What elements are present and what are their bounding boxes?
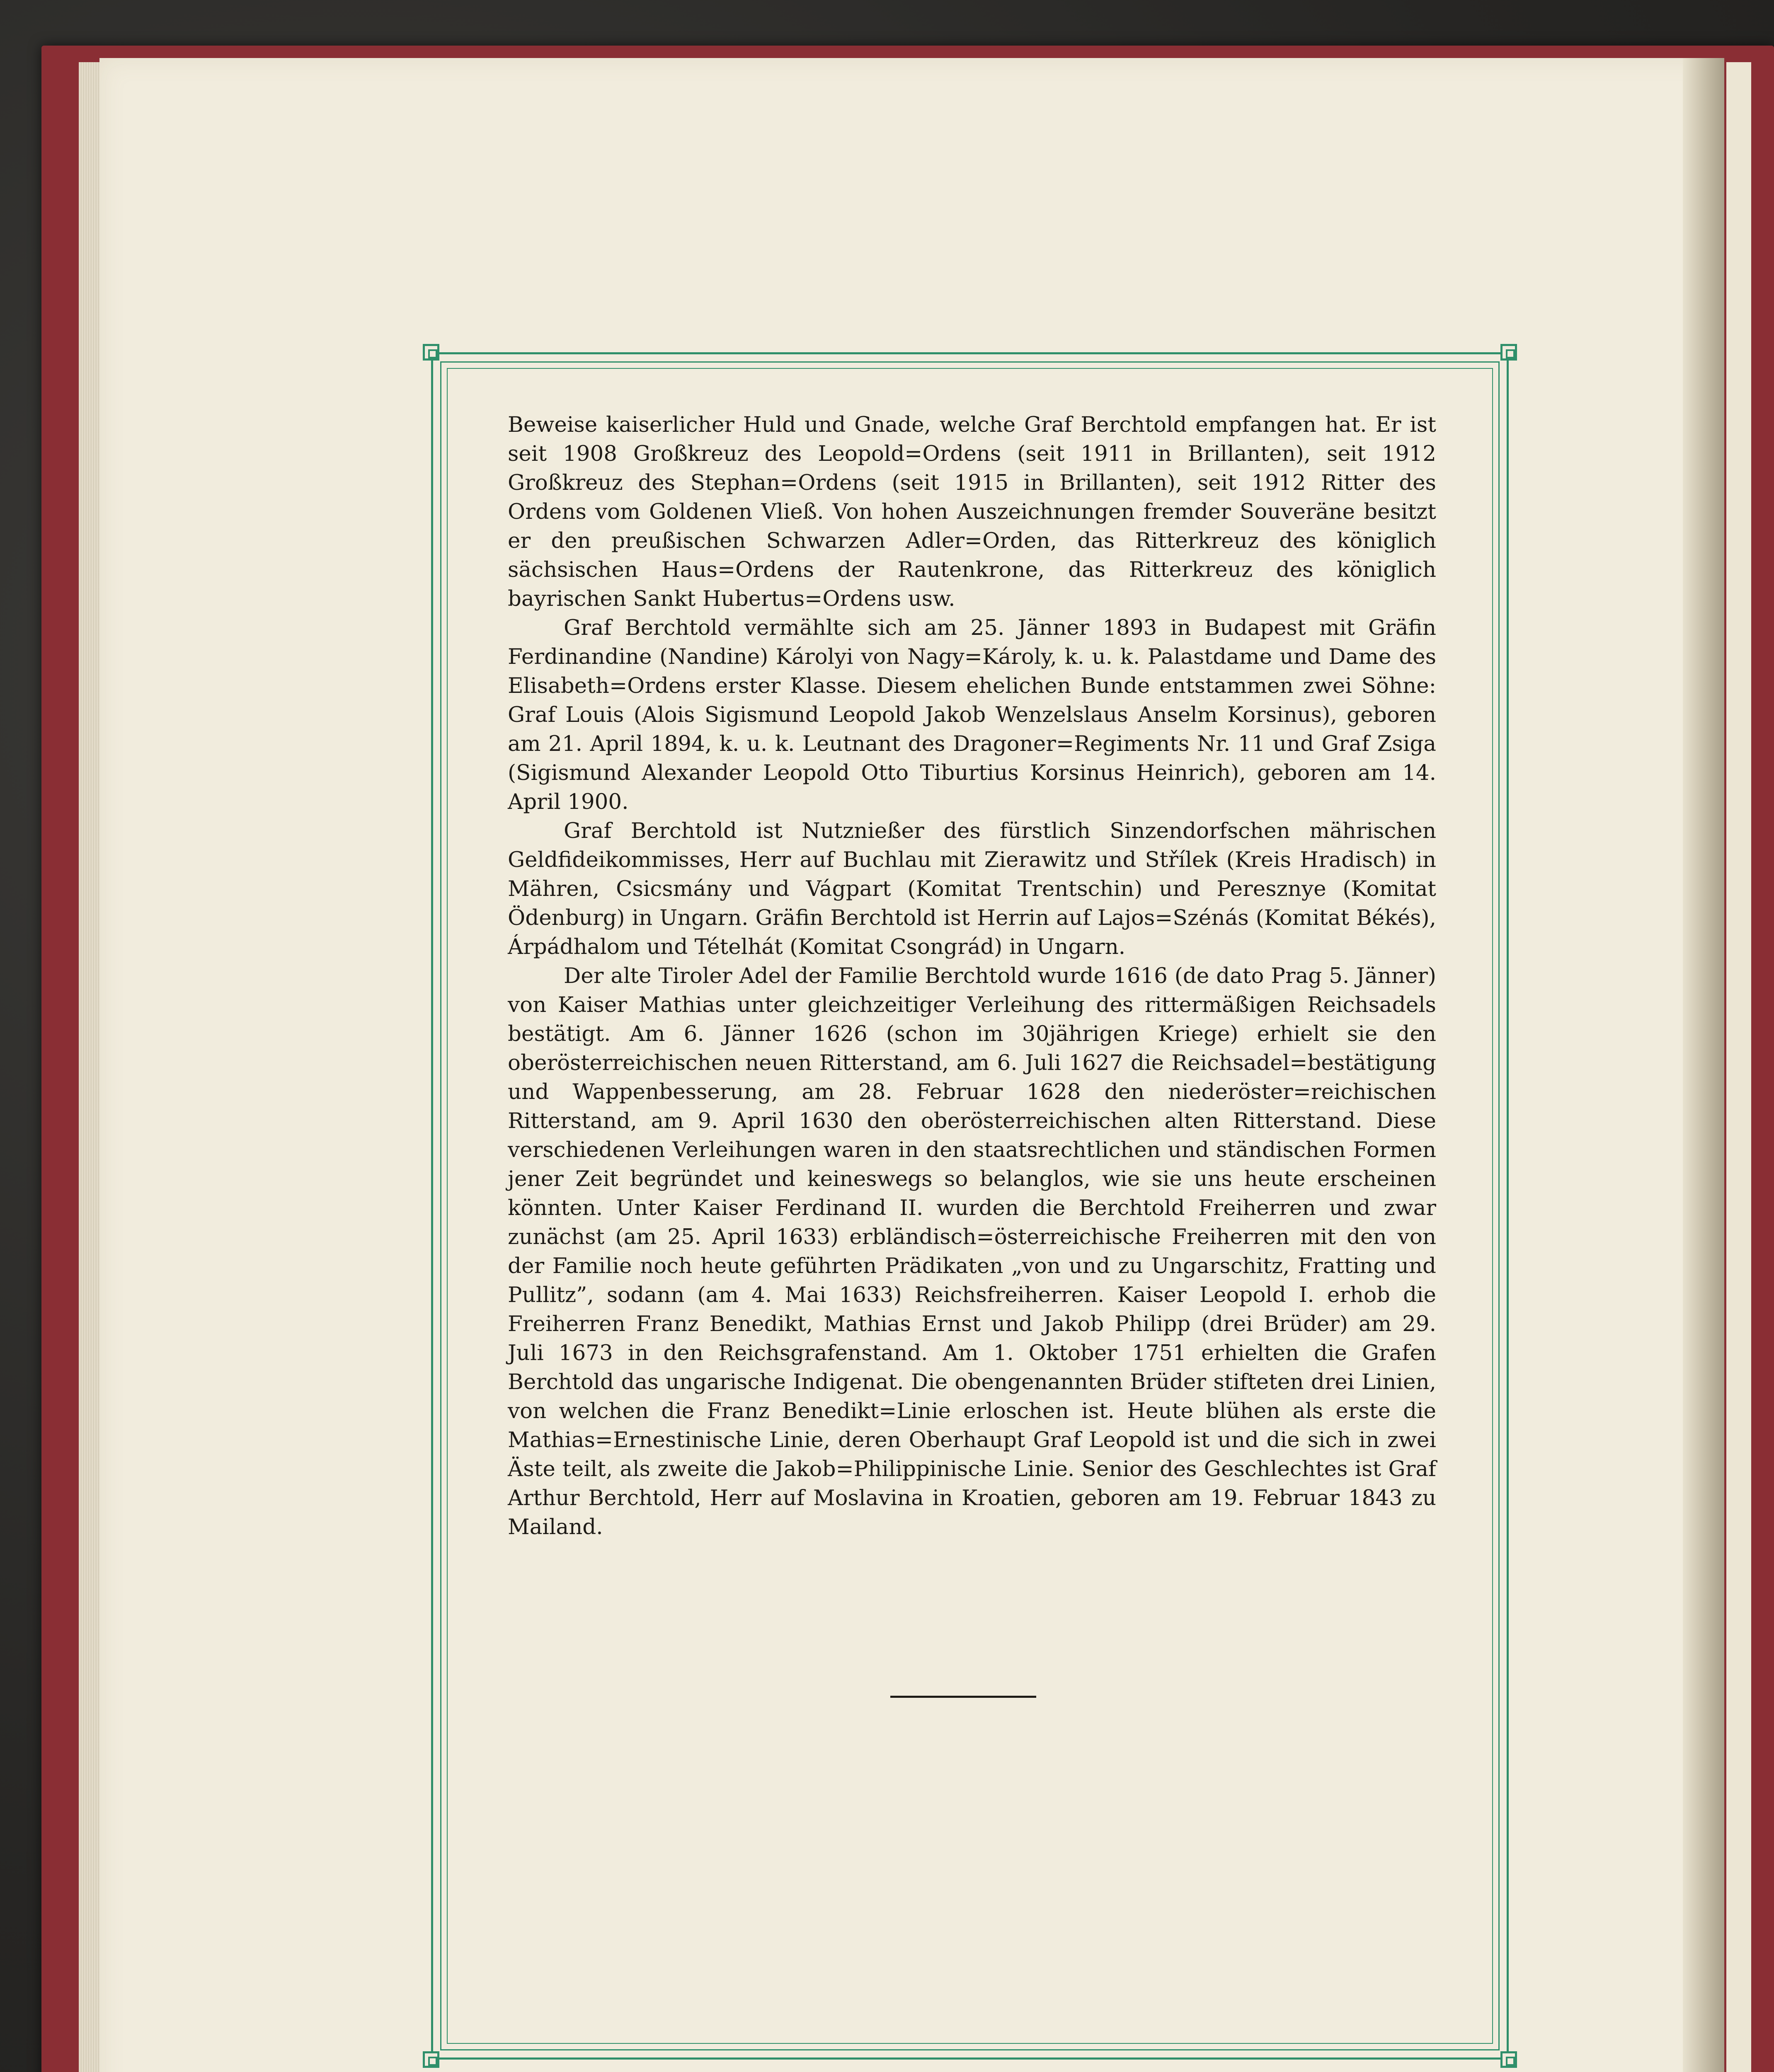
paragraph: Graf Berchtold ist Nutznießer des fürstlich Sinzendorfschen mährischen Geldfideikommisses, Herr auf Buchlau mit Zierawitz und Střílek (Kreis Hradisch) in Mähren, Csicsmány und Vágpart (Komitat Trentschin) und Peresznye (Komitat Ödenburg) in Ungarn. Gräfin Berchtold ist Herrin auf Lajos=Szénás (Komitat Békés), Árpádhalom und Tételhát (Komitat Csongrád) in Ungarn. (508, 818, 1436, 959)
frame-corner-ornament-bottom-left (423, 2051, 439, 2068)
next-page-edge (1726, 62, 1751, 2072)
book-gutter (1683, 58, 1724, 2072)
body-text (508, 410, 1436, 1542)
frame-corner-ornament-top-right (1500, 344, 1517, 361)
paragraph: Beweise kaiserlicher Huld und Gnade, welche Graf Berchtold empfangen hat. Er ist seit 1908 Großkreuz des Leopold=Ordens (seit 1911 in Brillanten), seit 1912 Großkreuz des Stephan=Ordens (seit 1915 in Brillanten), seit 1912 Ritter des Ordens vom Goldenen Vließ. Von hohen Auszeichnungen fremder Souveräne besitzt er den preußischen Schwarzen Adler=Orden, das Ritterkreuz des königlich sächsischen Haus=Ordens der Rautenkrone, das Ritterkreuz des königlich bayrischen Sankt Hubertus=Ordens usw. (508, 412, 1436, 611)
paragraph: Graf Berchtold vermählte sich am 25. Jänner 1893 in Budapest mit Gräfin Ferdinandine (Nandine) Károlyi von Nagy=Károly, k. u. k. Palastdame und Dame des Elisabeth=Ordens erster Klasse. Diesem ehelichen Bunde entstammen zwei Söhne: Graf Louis (Alois Sigismund Leopold Jakob Wenzelslaus Anselm Korsinus), geboren am 21. April 1894, k. u. k. Leutnant des Dragoner=Regiments Nr. 11 und Graf Zsiga (Sigismund Alexander Leopold Otto Tiburtius Korsinus Heinrich), geboren am 14. April 1900. (508, 615, 1436, 814)
section-divider-rule (890, 1696, 1036, 1698)
frame-corner-ornament-top-left (423, 344, 439, 361)
paragraph: Der alte Tiroler Adel der Familie Berchtold wurde 1616 (de dato Prag 5. Jänner) von Kaiser Mathias unter gleichzeitiger Verleihung des rittermäßigen Reichsadels bestätigt. Am 6. Jänner 1626 (schon im 30jährigen Kriege) erhielt sie den oberösterreichischen neuen Ritterstand, am 6. Juli 1627 die Reichsadel=bestätigung und Wappenbesserung, am 28. Februar 1628 den niederöster=reichischen Ritterstand, am 9. April 1630 den oberösterreichischen alten Ritterstand. Diese verschiedenen Verleihungen waren in den staatsrechtlichen und ständischen Formen jener Zeit begründet und keineswegs so belanglos, wie sie uns heute erscheinen könnten. Unter Kaiser Ferdinand II. wurden die Berchtold Freiherren und zwar zunächst (am 25. April 1633) erbländisch=österreichische Freiherren mit den von der Familie noch heute geführten Prädikaten „von und zu Ungarschitz, Fratting und Pullitz”, sodann (am 4. Mai 1633) Reichsfreiherren. Kaiser Leopold I. erhob die Freiherren Franz Benedikt, Mathias Ernst und Jakob Philipp (drei Brüder) am 29. Juli 1673 in den Reichsgrafenstand. Am 1. Oktober 1751 erhielten die Grafen Berchtold das ungarische Indigenat. Die obengenannten Brüder stifteten drei Linien, von welchen die Franz Benedikt=Linie erloschen ist. Heute blühen als erste die Mathias=Ernestinische Linie, deren Oberhaupt Graf Leopold ist und die sich in zwei Äste teilt, als zweite die Jakob=Philippinische Linie. Senior des Geschlechtes ist Graf Arthur Berchtold, Herr auf Moslavina in Kroatien, geboren am 19. Februar 1843 zu Mailand. (508, 963, 1436, 1539)
frame-corner-ornament-bottom-right (1500, 2051, 1517, 2068)
